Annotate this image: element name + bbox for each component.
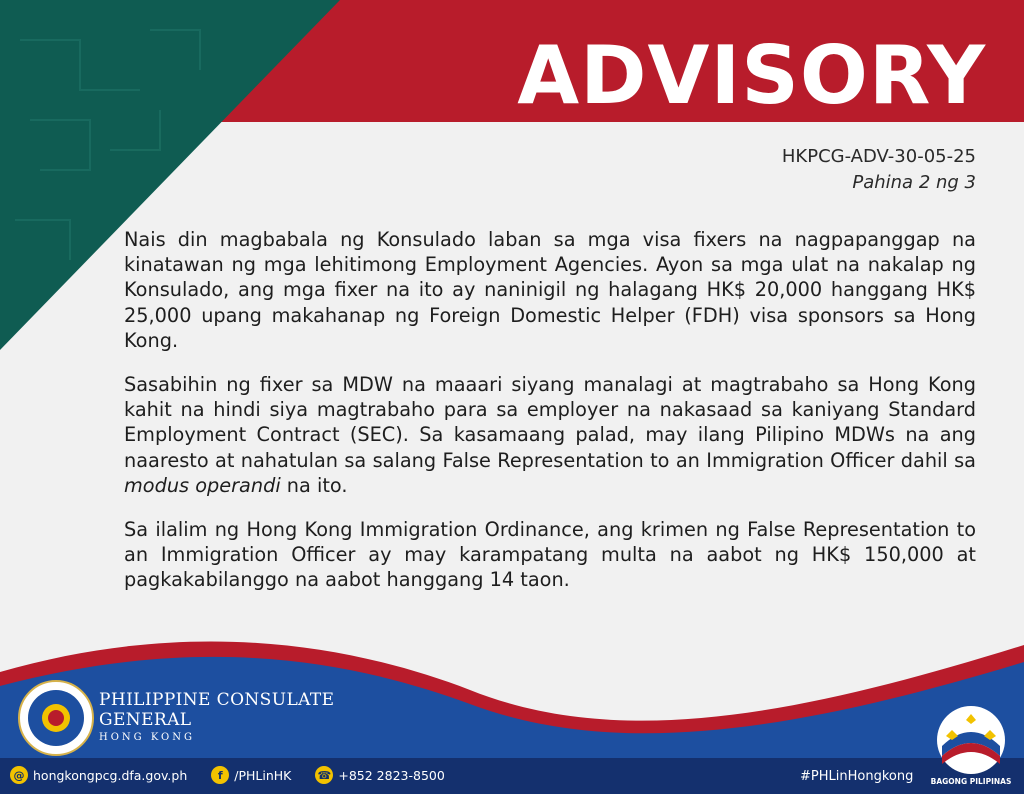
org-line-2: GENERAL [99,710,192,730]
consulate-seal [16,678,96,758]
website-contact[interactable] [10,766,187,784]
advisory-body [124,227,976,612]
hashtag: #PHLinHongkong [800,769,914,784]
org-line-1: PHILIPPINE CONSULATE [99,690,335,710]
org-line-3: HONG KONG [99,732,195,743]
phone-contact[interactable] [315,766,444,784]
phone-icon: ☎ [315,766,333,784]
bagong-pilipinas-logo [930,700,1012,790]
consulate-name [99,690,334,743]
paragraph-2-end: na ito. [280,473,348,497]
paragraph-2-text: Sasabihin ng fixer sa MDW na maaari siyang manalagi at magtrabaho sa Hong Kong kahit na hindi siya magtrabaho para sa employer na nakasaad sa kaniyang Standard Employment Contract (SEC). Sa kasamaang palad, may ilang Pilipino MDWs na ang naaresto at nahatulan sa salang False Representation to an Immigration Officer dahil sa [124,373,976,472]
reference-block [782,144,976,196]
contact-bar [10,766,469,784]
facebook-icon: f [211,766,229,784]
paragraph-1: Nais din magbabala ng Konsulado laban sa mga visa fixers na nagpapanggap na kinatawan ng mga lehitimong Employment Agencies. Ayon sa mga ulat na nakalap ng Konsulado, ang mga fixer na ito ay naninigil ng halagang HK$ 20,000 hanggang HK$ 25,000 upang makahanap ng Foreign Domestic Helper (FDH) visa sponsors sa Hong Kong. [124,228,976,352]
page-number: Pahina 2 ng 3 [852,172,976,194]
paragraph-2-emphasis: modus operandi [124,473,281,497]
paragraph-2 [124,372,976,498]
brand-text: BAGONG PILIPINAS [930,777,1012,786]
reference-number: HKPCG-ADV-30-05-25 [781,146,976,167]
paragraph-3: Sa ilalim ng Hong Kong Immigration Ordinance, ang krimen ng False Representation to an Immigration Officer ay may karampatang multa na aabot ng HK$ 150,000 at pagkakabilanggo na aabot hanggang 14 taon. [124,518,976,592]
globe-icon: @ [10,766,28,784]
facebook-contact[interactable] [211,766,291,784]
page-title: ADVISORY [517,29,986,122]
website-link[interactable]: hongkongpcg.dfa.gov.ph [33,767,188,783]
phone-number[interactable]: +852 2823-8500 [338,767,445,783]
facebook-link[interactable]: /PHLinHK [234,767,292,783]
